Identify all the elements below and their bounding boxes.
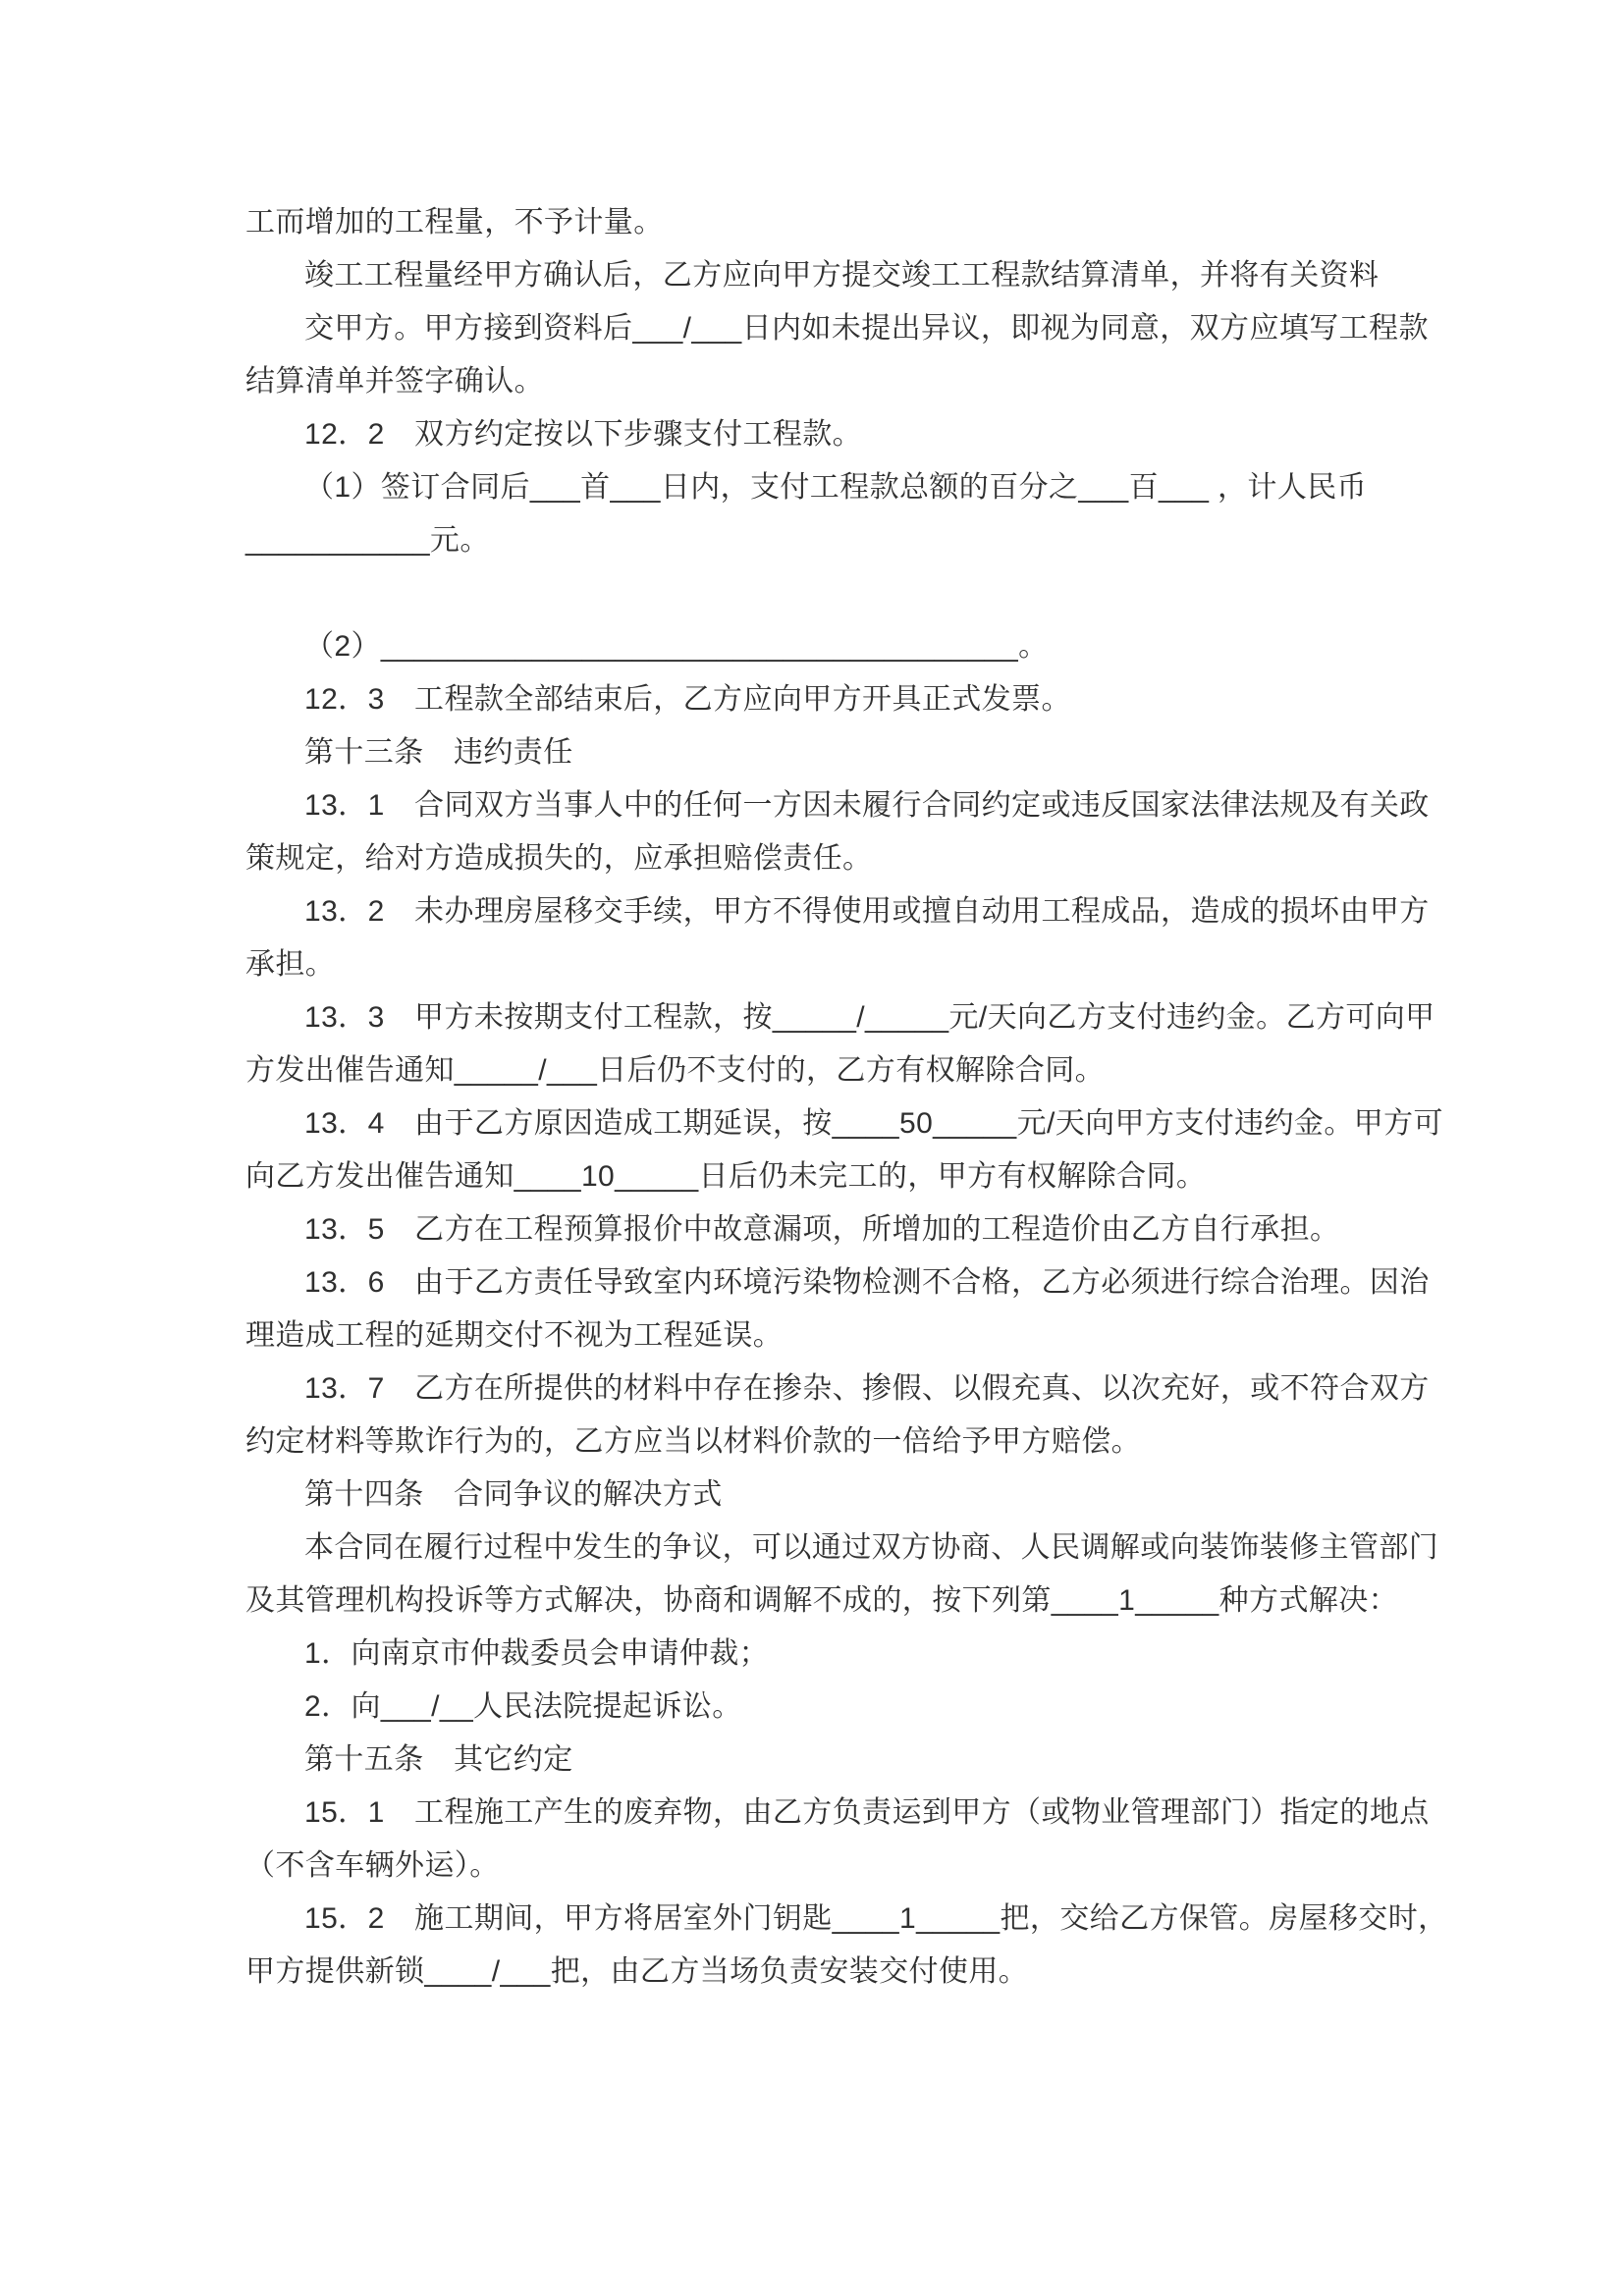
text-line: 13．1 合同双方当事人中的任何一方因未履行合同约定或违反国家法律法规及有关政: [304, 789, 1430, 822]
text-line: 1．向南京市仲裁委员会申请仲裁；: [304, 1637, 770, 1670]
text-line: 13．2 未办理房屋移交手续，甲方不得使用或擅自动用工程成品，造成的损坏由甲方: [304, 895, 1430, 928]
text-line: 甲方提供新锁____/___把，由乙方当场负责安装交付使用。: [245, 1955, 1029, 1988]
text-line: 15．2 施工期间，甲方将居室外门钥匙____1_____把，交给乙方保管。房屋移交时，: [304, 1902, 1448, 1935]
text-line: 本合同在履行过程中发生的争议，可以通过双方协商、人民调解或向装饰装修主管部门: [304, 1531, 1439, 1564]
text-line: 12．3 工程款全部结束后，乙方应向甲方开具正式发票。: [304, 683, 1071, 716]
text-line: 交甲方。甲方接到资料后___/___日内如未提出异议，即视为同意，双方应填写工程款: [304, 312, 1429, 345]
text-line: 向乙方发出催告通知____10_____日后仍未完工的，甲方有权解除合同。: [245, 1160, 1207, 1193]
text-line: 2．向___/__人民法院提起诉讼。: [304, 1690, 742, 1723]
blank-line: [245, 567, 1394, 620]
text-line: 理造成工程的延期交付不视为工程延误。: [245, 1319, 784, 1352]
text-line: 及其管理机构投诉等方式解决，协商和调解不成的，按下列第____1_____种方式解决：: [245, 1584, 1399, 1617]
text-line: 第十四条 合同争议的解决方式: [304, 1478, 723, 1511]
text-line: 13．5 乙方在工程预算报价中故意漏项，所增加的工程造价由乙方自行承担。: [304, 1213, 1340, 1246]
text-line: 12．2 双方约定按以下步骤支付工程款。: [304, 418, 863, 451]
text-line: 约定材料等欺诈行为的，乙方应当以材料价款的一倍给予甲方赔偿。: [245, 1425, 1141, 1458]
text-line: 第十三条 违约责任: [304, 736, 573, 769]
text-line: （2）______________________________________。: [304, 630, 1049, 663]
text-line: 13．6 由于乙方责任导致室内环境污染物检测不合格，乙方必须进行综合治理。因治: [304, 1266, 1430, 1299]
text-line: 竣工工程量经甲方确认后，乙方应向甲方提交竣工工程款结算清单，并将有关资料: [304, 259, 1380, 292]
text-line: 13．3 甲方未按期支付工程款，按_____/_____元/天向乙方支付违约金。乙方可向甲: [304, 1001, 1435, 1034]
text-line: 第十五条 其它约定: [304, 1743, 573, 1776]
text-line: （不含车辆外运）。: [245, 1849, 500, 1882]
text-line: 策规定，给对方造成损失的，应承担赔偿责任。: [245, 842, 873, 875]
text-line: 工而增加的工程量，不予计量。: [245, 206, 664, 239]
text-line: 结算清单并签字确认。: [245, 365, 544, 398]
text-line: 13．7 乙方在所提供的材料中存在掺杂、掺假、以假充真、以次充好，或不符合双方: [304, 1372, 1430, 1405]
text-line: 15．1 工程施工产生的废弃物，由乙方负责运到甲方（或物业管理部门）指定的地点: [304, 1796, 1430, 1829]
text-line: （1）签订合同后___首___日内，支付工程款总额的百分之___百___ ，计人民币: [304, 471, 1368, 504]
document-text-block: [245, 196, 1448, 1999]
text-line: 承担。: [245, 948, 336, 981]
text-line: ___________元。: [245, 524, 490, 557]
text-line: 方发出催告通知_____/___日后仍不支付的，乙方有权解除合同。: [245, 1054, 1106, 1087]
text-line: 13．4 由于乙方原因造成工期延误，按____50_____元/天向甲方支付违约金。甲方可: [304, 1107, 1443, 1140]
